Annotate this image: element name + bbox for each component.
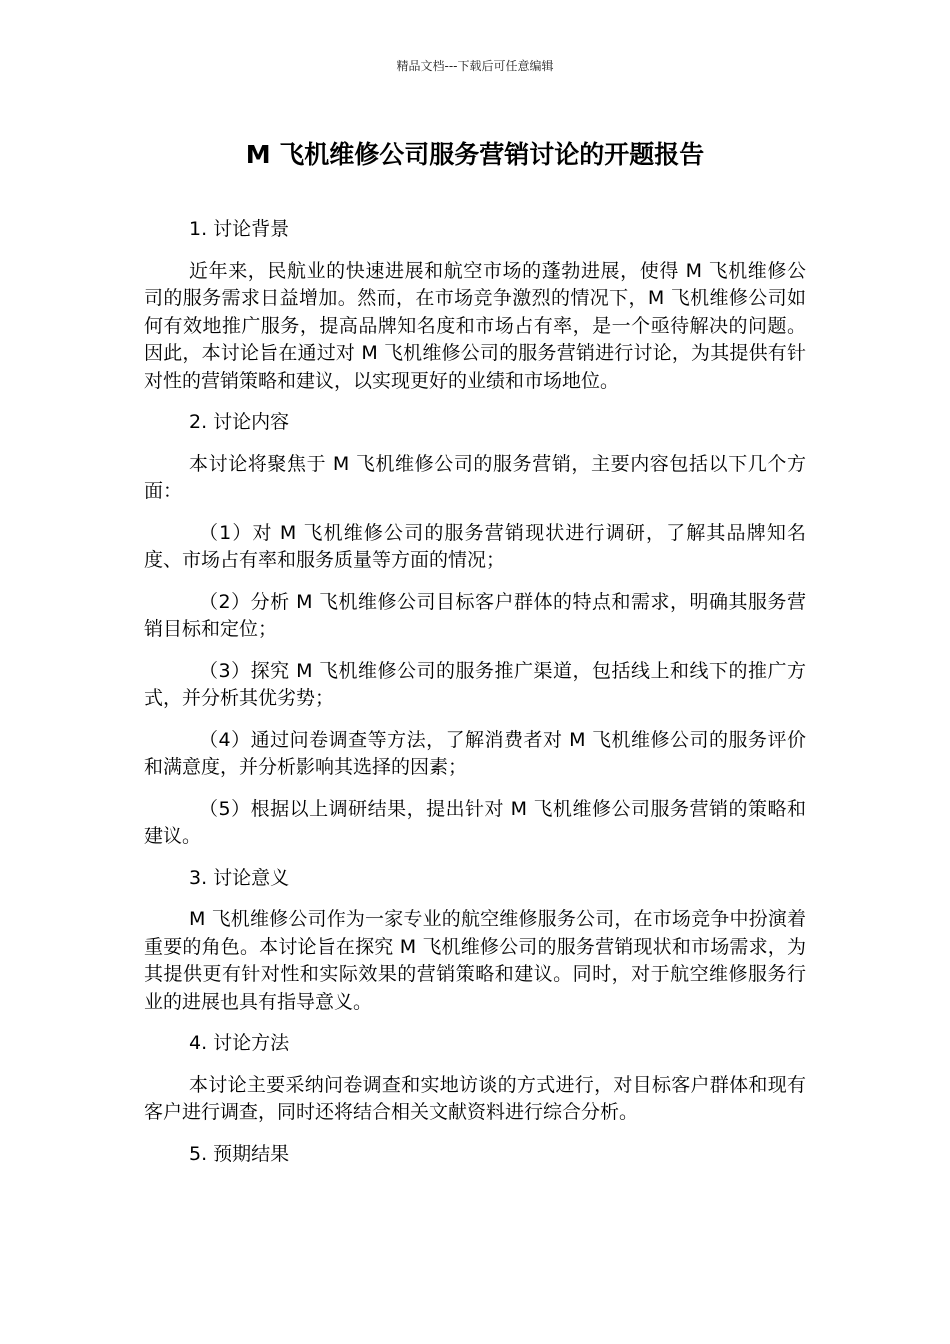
section-heading-expected-results: 5. 预期结果 (189, 1142, 290, 1165)
section-heading-significance: 3. 讨论意义 (189, 866, 290, 889)
content-item-2: （2）分析 M 飞机维修公司目标客户群体的特点和需求，明确其服务营销目标和定位； (144, 590, 806, 640)
content-item-5: （5）根据以上调研结果，提出针对 M 飞机维修公司服务营销的策略和建议。 (144, 797, 806, 847)
content-item-3: （3）探究 M 飞机维修公司的服务推广渠道，包括线上和线下的推广方式，并分析其优劣势； (144, 659, 806, 709)
content-item-4: （4）通过问卷调查等方法，了解消费者对 M 飞机维修公司的服务评价和满意度，并分析影响其选择的因素； (144, 728, 806, 778)
background-paragraph: 近年来，民航业的快速进展和航空市场的蓬勃进展，使得 M 飞机维修公司的服务需求日益增加。然而，在市场竞争激烈的情况下，M 飞机维修公司如何有效地推广服务，提高品牌知名度和市场占有率，是一个亟待解决的问题。因此，本讨论旨在通过对 M 飞机维修公司的服务营销进行讨论，为其提供有针对性的营销策略和建议，以实现更好的业绩和市场地位。 (144, 259, 806, 392)
document-title: M 飞机维修公司服务营销讨论的开题报告 (245, 140, 705, 169)
section-heading-content: 2. 讨论内容 (189, 411, 290, 433)
document-body (144, 216, 806, 1182)
section-heading-method: 4. 讨论方法 (189, 1032, 290, 1054)
content-item-1: （1）对 M 飞机维修公司的服务营销现状进行调研，了解其品牌知名度、市场占有率和服务质量等方面的情况； (144, 521, 806, 571)
section-heading-background: 1. 讨论背景 (189, 218, 290, 240)
header-note: 精品文档---下载后可任意编辑 (396, 59, 554, 73)
method-paragraph: 本讨论主要采纳问卷调查和实地访谈的方式进行，对目标客户群体和现有客户进行调查，同时还将结合相关文献资料进行综合分析。 (144, 1073, 806, 1123)
content-intro-paragraph: 本讨论将聚焦于 M 飞机维修公司的服务营销，主要内容包括以下几个方面： (144, 452, 806, 502)
significance-paragraph: M 飞机维修公司作为一家专业的航空维修服务公司，在市场竞争中扮演着重要的角色。本讨论旨在探究 M 飞机维修公司的服务营销现状和市场需求，为其提供更有针对性和实际效果的营销策略和建议。同时，对于航空维修服务行业的进展也具有指导意义。 (144, 908, 806, 1013)
